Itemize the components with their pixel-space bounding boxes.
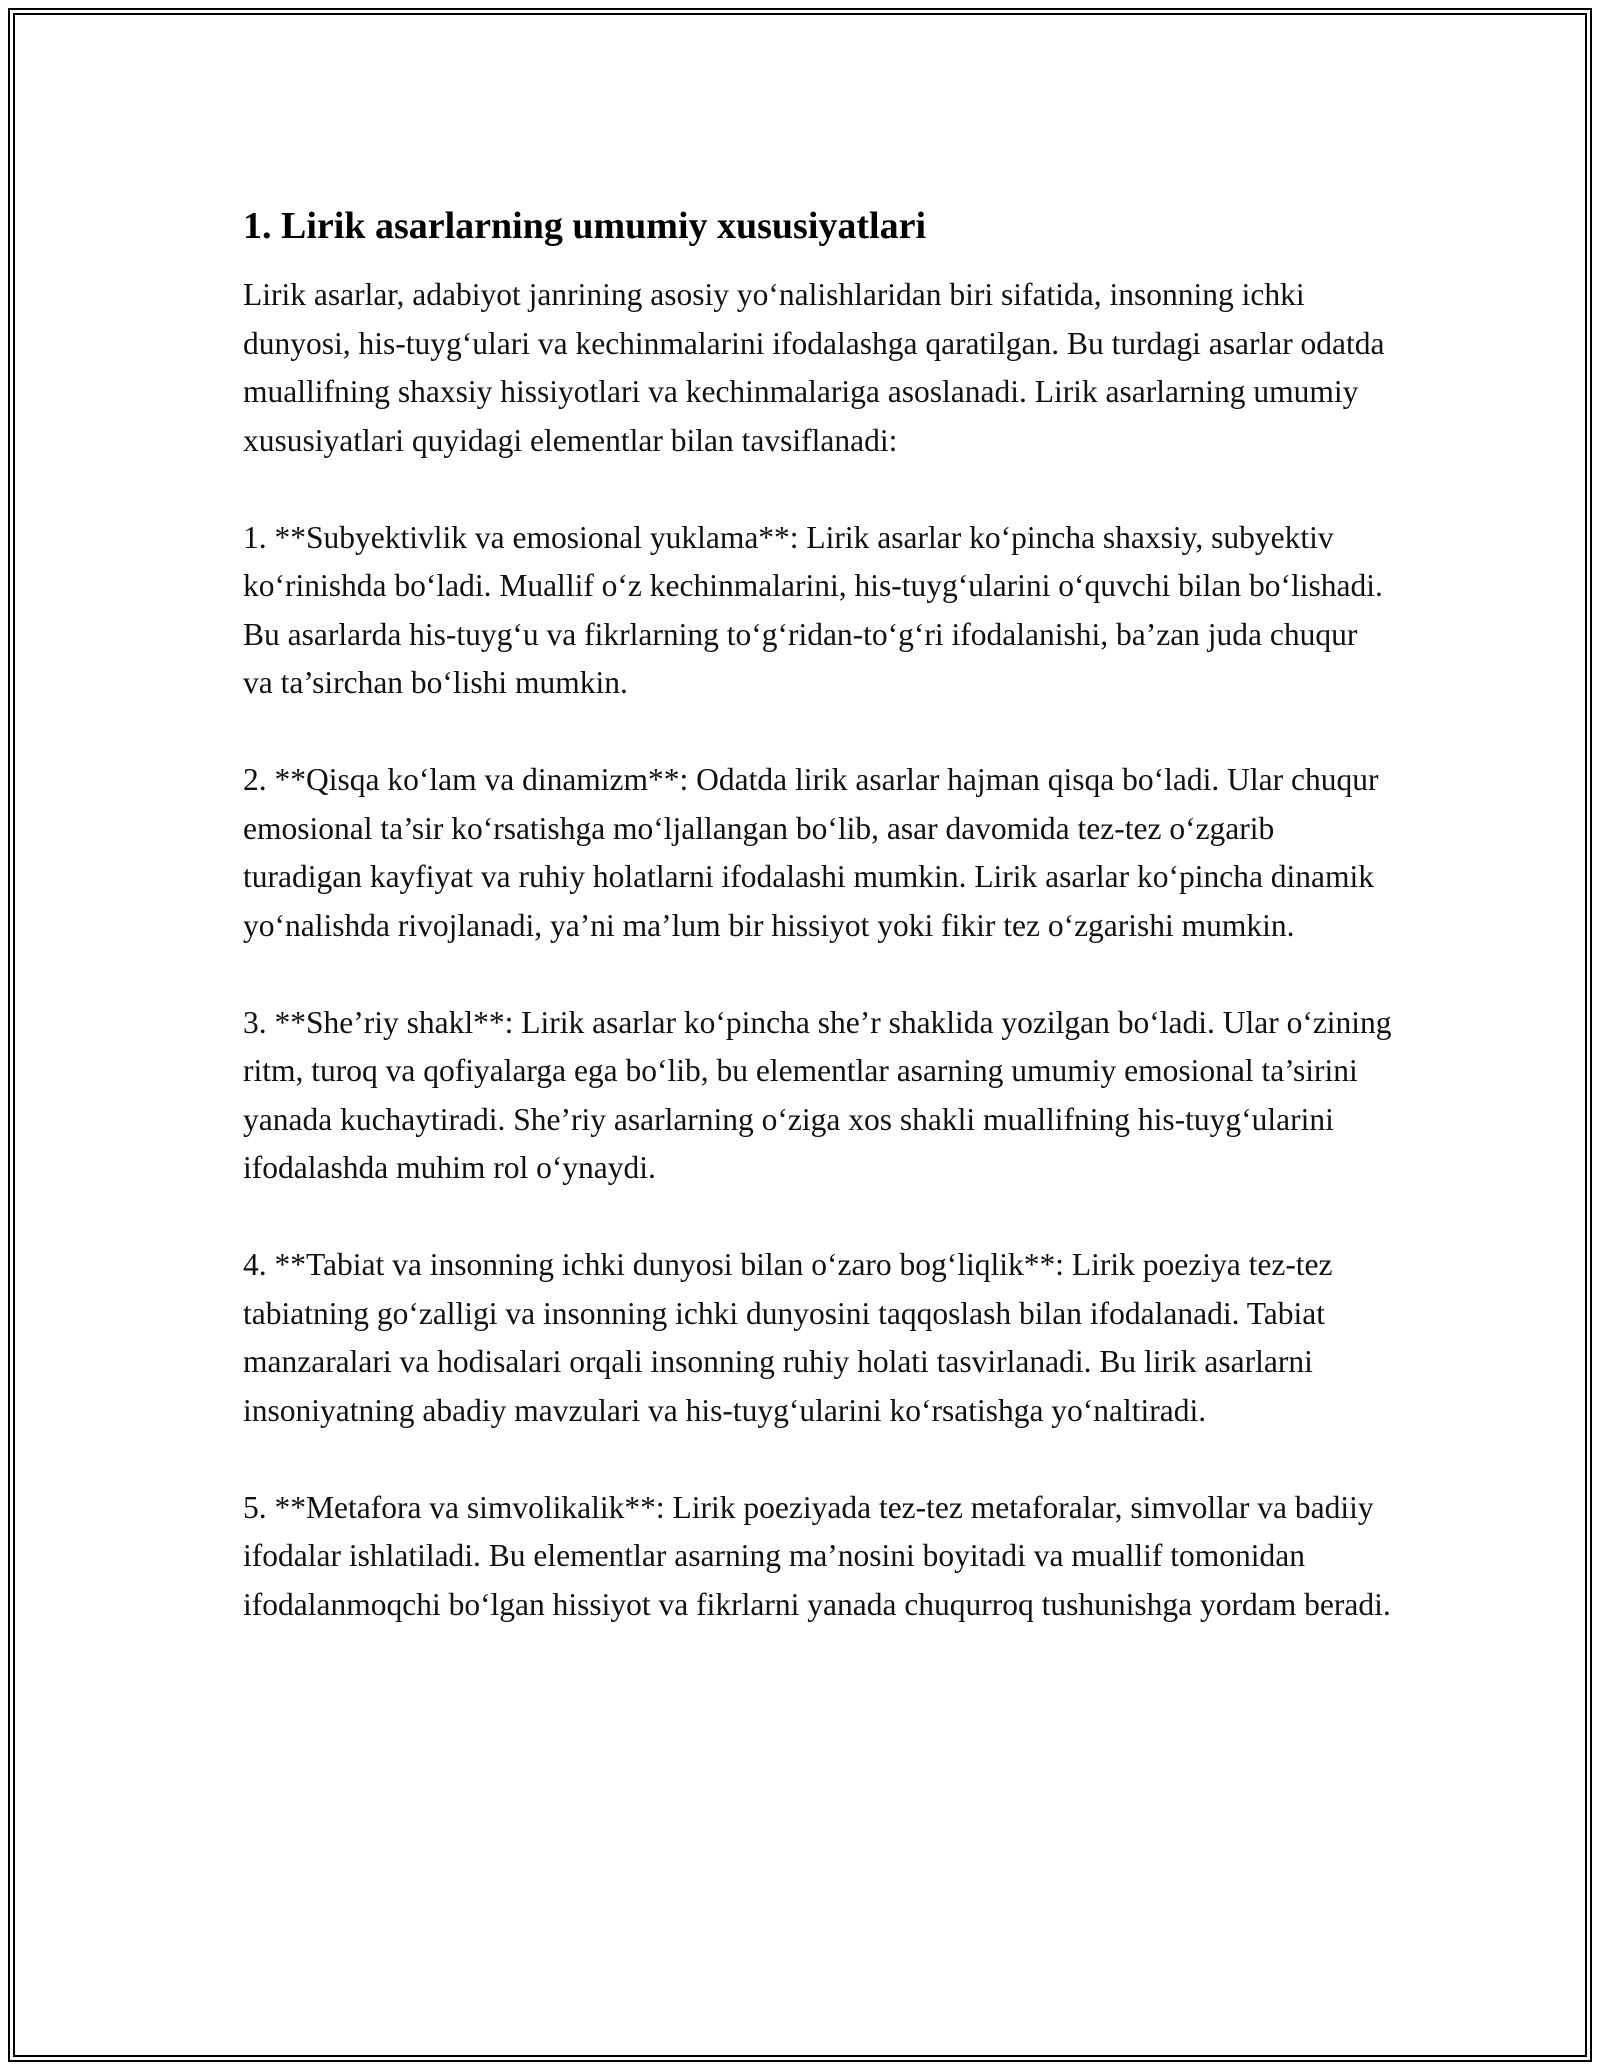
page-border — [8, 8, 1592, 2062]
list-item-nature: 4. **Tabiat va insonning ichki dunyosi bilan o‘zaro bog‘liqlik**: Lirik poeziya tez-tez tabiatning go‘zalligi va insonning ichki dunyosini taqqoslash bilan ifodalanadi. Tabiat manzaralari va hodisalari orqali insonning ruhiy holati tasvirlanadi. Bu lirik asarlarni insoniyatning abadiy mavzulari va his-tuyg‘ularini ko‘rsatishga yo‘naltiradi. — [243, 1247, 1333, 1428]
list-item-brevity: 2. **Qisqa ko‘lam va dinamizm**: Odatda lirik asarlar hajman qisqa bo‘ladi. Ular chuqur emosional ta’sir ko‘rsatishga mo‘ljallangan bo‘lib, asar davomida tez-tez o‘zgarib turadigan kayfiyat va ruhiy holatlarni ifodalashi mumkin. Lirik asarlar ko‘pincha dinamik yo‘nalishda rivojlanadi, ya’ni ma’lum bir hissiyot yoki fikir tez o‘zgarishi mumkin. — [243, 762, 1379, 943]
document-body — [243, 201, 1393, 1678]
list-item-poetic-form: 3. **She’riy shakl**: Lirik asarlar ko‘pincha she’r shaklida yozilgan bo‘ladi. Ular o‘zining ritm, turoq va qofiyalarga ega bo‘lib, bu elementlar asarning umumiy emosional ta’sirini yanada kuchaytiradi. She’riy asarlarning o‘ziga xos shakli muallifning his-tuyg‘ularini ifodalashda muhim rol o‘ynaydi. — [243, 1004, 1392, 1185]
document-title: 1. Lirik asarlarning umumiy xususiyatlari — [243, 205, 927, 247]
intro-paragraph: Lirik asarlar, adabiyot janrining asosiy yo‘nalishlaridan biri sifatida, insonning ichki dunyosi, his-tuyg‘ulari va kechinmalarini ifodalashga qaratilgan. Bu turdagi asarlar odatda muallifning shaxsiy hissiyotlari va kechinmalariga asoslanadi. Lirik asarlarning umumiy xususiyatlari quyidagi elementlar bilan tavsiflanadi: — [243, 277, 1385, 458]
list-item-metaphor: 5. **Metafora va simvolikalik**: Lirik poeziyada tez-tez metaforalar, simvollar va badiiy ifodalar ishlatiladi. Bu elementlar asarning ma’nosini boyitadi va muallif tomonidan ifodalanmoqchi bo‘lgan hissiyot va fikrlarni yanada chuqurroq tushunishga yordam beradi. — [243, 1489, 1391, 1622]
list-item-subjectivity: 1. **Subyektivlik va emosional yuklama**: Lirik asarlar ko‘pincha shaxsiy, subyektiv ko‘rinishda bo‘ladi. Muallif o‘z kechinmalarini, his-tuyg‘ularini o‘quvchi bilan bo‘lishadi. Bu asarlarda his-tuyg‘u va fikrlarning to‘g‘ridan-to‘g‘ri ifodalanishi, ba’zan juda chuqur va ta’sirchan bo‘lishi mumkin. — [243, 519, 1383, 700]
